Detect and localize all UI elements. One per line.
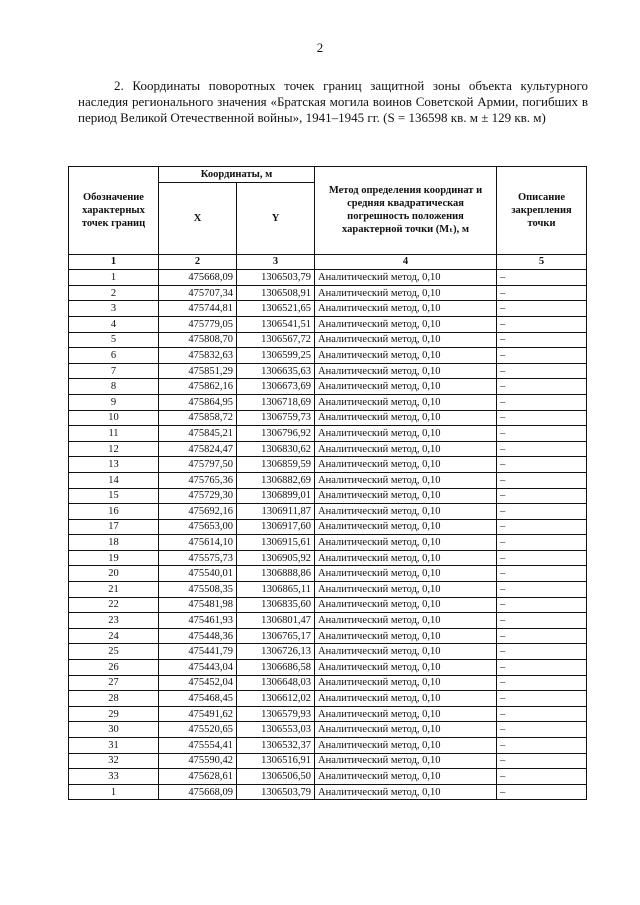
method-cell: Аналитический метод, 0,10 [315, 706, 497, 722]
description-cell: – [497, 519, 587, 535]
y-coordinate-cell: 1306635,63 [237, 363, 315, 379]
description-cell: – [497, 644, 587, 660]
description-cell: – [497, 691, 587, 707]
table-row [69, 363, 587, 379]
method-cell: Аналитический метод, 0,10 [315, 597, 497, 613]
description-cell: – [497, 706, 587, 722]
y-coordinate-cell: 1306911,87 [237, 504, 315, 520]
description-cell: – [497, 301, 587, 317]
x-coordinate-cell: 475824,47 [159, 441, 237, 457]
y-coordinate-cell: 1306915,61 [237, 535, 315, 551]
point-number-cell: 5 [69, 332, 159, 348]
table-row [69, 675, 587, 691]
point-number-cell: 6 [69, 348, 159, 364]
x-coordinate-cell: 475481,98 [159, 597, 237, 613]
x-coordinate-cell: 475729,30 [159, 488, 237, 504]
description-cell: – [497, 550, 587, 566]
method-cell: Аналитический метод, 0,10 [315, 301, 497, 317]
table-row [69, 301, 587, 317]
point-number-cell: 4 [69, 316, 159, 332]
table-row [69, 270, 587, 286]
x-coordinate-cell: 475808,70 [159, 332, 237, 348]
description-cell: – [497, 597, 587, 613]
table-row [69, 316, 587, 332]
point-number-cell: 11 [69, 426, 159, 442]
x-coordinate-cell: 475653,00 [159, 519, 237, 535]
coordinates-table [68, 166, 587, 800]
description-cell: – [497, 348, 587, 364]
x-coordinate-cell: 475851,29 [159, 363, 237, 379]
y-coordinate-cell: 1306532,37 [237, 738, 315, 754]
description-cell: – [497, 504, 587, 520]
method-cell: Аналитический метод, 0,10 [315, 644, 497, 660]
description-cell: – [497, 457, 587, 473]
y-coordinate-cell: 1306503,79 [237, 784, 315, 800]
y-coordinate-cell: 1306882,69 [237, 472, 315, 488]
point-number-cell: 8 [69, 379, 159, 395]
y-coordinate-cell: 1306648,03 [237, 675, 315, 691]
point-number-cell: 21 [69, 582, 159, 598]
x-coordinate-cell: 475508,35 [159, 582, 237, 598]
description-cell: – [497, 488, 587, 504]
method-cell: Аналитический метод, 0,10 [315, 550, 497, 566]
column-number: 2 [159, 254, 237, 270]
description-cell: – [497, 628, 587, 644]
description-cell: – [497, 738, 587, 754]
header-coordinates: Координаты, м [159, 167, 315, 183]
method-cell: Аналитический метод, 0,10 [315, 519, 497, 535]
description-cell: – [497, 535, 587, 551]
y-coordinate-cell: 1306612,02 [237, 691, 315, 707]
x-coordinate-cell: 475858,72 [159, 410, 237, 426]
method-cell: Аналитический метод, 0,10 [315, 332, 497, 348]
table-row [69, 441, 587, 457]
point-number-cell: 33 [69, 769, 159, 785]
y-coordinate-cell: 1306726,13 [237, 644, 315, 660]
method-cell: Аналитический метод, 0,10 [315, 472, 497, 488]
point-number-cell: 9 [69, 394, 159, 410]
y-coordinate-cell: 1306506,50 [237, 769, 315, 785]
section-heading: 2. Координаты поворотных точек границ защитной зоны объекта культурного наследия регионального значения «Братская могила воинов Советской Армии, погибших в период Великой Отечественной войны», 1941–1945 гг. (S = 136598 кв. м ± 129 кв. м) [78, 78, 588, 125]
description-cell: – [497, 332, 587, 348]
table-row [69, 784, 587, 800]
table-row [69, 597, 587, 613]
description-cell: – [497, 441, 587, 457]
column-number: 5 [497, 254, 587, 270]
y-coordinate-cell: 1306801,47 [237, 613, 315, 629]
column-number-row [69, 254, 587, 270]
description-cell: – [497, 410, 587, 426]
x-coordinate-cell: 475575,73 [159, 550, 237, 566]
y-coordinate-cell: 1306796,92 [237, 426, 315, 442]
method-cell: Аналитический метод, 0,10 [315, 628, 497, 644]
method-cell: Аналитический метод, 0,10 [315, 488, 497, 504]
description-cell: – [497, 285, 587, 301]
table-row [69, 691, 587, 707]
x-coordinate-cell: 475452,04 [159, 675, 237, 691]
description-cell: – [497, 566, 587, 582]
x-coordinate-cell: 475668,09 [159, 270, 237, 286]
x-coordinate-cell: 475461,93 [159, 613, 237, 629]
method-cell: Аналитический метод, 0,10 [315, 426, 497, 442]
method-cell: Аналитический метод, 0,10 [315, 379, 497, 395]
header-method: Метод определения координат и средняя квадратическая погрешность положения характерной точки (Mₜ), м [315, 167, 497, 255]
method-cell: Аналитический метод, 0,10 [315, 784, 497, 800]
point-number-cell: 2 [69, 285, 159, 301]
x-coordinate-cell: 475668,09 [159, 784, 237, 800]
y-coordinate-cell: 1306835,60 [237, 597, 315, 613]
table-body [69, 270, 587, 800]
table-row [69, 535, 587, 551]
point-number-cell: 30 [69, 722, 159, 738]
description-cell: – [497, 722, 587, 738]
table-row [69, 660, 587, 676]
y-coordinate-cell: 1306567,72 [237, 332, 315, 348]
table-row [69, 566, 587, 582]
description-cell: – [497, 769, 587, 785]
x-coordinate-cell: 475744,81 [159, 301, 237, 317]
point-number-cell: 18 [69, 535, 159, 551]
x-coordinate-cell: 475864,95 [159, 394, 237, 410]
y-coordinate-cell: 1306553,03 [237, 722, 315, 738]
point-number-cell: 12 [69, 441, 159, 457]
y-coordinate-cell: 1306899,01 [237, 488, 315, 504]
description-cell: – [497, 363, 587, 379]
x-coordinate-cell: 475540,01 [159, 566, 237, 582]
method-cell: Аналитический метод, 0,10 [315, 394, 497, 410]
y-coordinate-cell: 1306905,92 [237, 550, 315, 566]
x-coordinate-cell: 475779,05 [159, 316, 237, 332]
point-number-cell: 31 [69, 738, 159, 754]
method-cell: Аналитический метод, 0,10 [315, 566, 497, 582]
y-coordinate-cell: 1306830,62 [237, 441, 315, 457]
point-number-cell: 15 [69, 488, 159, 504]
description-cell: – [497, 426, 587, 442]
x-coordinate-cell: 475468,45 [159, 691, 237, 707]
column-number: 1 [69, 254, 159, 270]
y-coordinate-cell: 1306859,59 [237, 457, 315, 473]
description-cell: – [497, 472, 587, 488]
table-row [69, 769, 587, 785]
method-cell: Аналитический метод, 0,10 [315, 535, 497, 551]
page-number: 2 [316, 40, 324, 55]
table-row [69, 706, 587, 722]
table-row [69, 519, 587, 535]
point-number-cell: 10 [69, 410, 159, 426]
method-cell: Аналитический метод, 0,10 [315, 613, 497, 629]
description-cell: – [497, 394, 587, 410]
table-row [69, 394, 587, 410]
point-number-cell: 28 [69, 691, 159, 707]
x-coordinate-cell: 475692,16 [159, 504, 237, 520]
header-y: Y [237, 182, 315, 254]
point-number-cell: 24 [69, 628, 159, 644]
table-row [69, 457, 587, 473]
x-coordinate-cell: 475765,36 [159, 472, 237, 488]
description-cell: – [497, 784, 587, 800]
table-row [69, 332, 587, 348]
point-number-cell: 13 [69, 457, 159, 473]
method-cell: Аналитический метод, 0,10 [315, 363, 497, 379]
point-number-cell: 26 [69, 660, 159, 676]
table-row [69, 722, 587, 738]
x-coordinate-cell: 475628,61 [159, 769, 237, 785]
header-designation: Обозначение характерных точек границ [69, 167, 159, 255]
point-number-cell: 1 [69, 784, 159, 800]
x-coordinate-cell: 475520,65 [159, 722, 237, 738]
table-row [69, 628, 587, 644]
y-coordinate-cell: 1306516,91 [237, 753, 315, 769]
y-coordinate-cell: 1306541,51 [237, 316, 315, 332]
method-cell: Аналитический метод, 0,10 [315, 285, 497, 301]
x-coordinate-cell: 475554,41 [159, 738, 237, 754]
method-cell: Аналитический метод, 0,10 [315, 441, 497, 457]
header-description: Описание закрепления точки [497, 167, 587, 255]
x-coordinate-cell: 475707,34 [159, 285, 237, 301]
y-coordinate-cell: 1306888,86 [237, 566, 315, 582]
table-row [69, 488, 587, 504]
point-number-cell: 27 [69, 675, 159, 691]
y-coordinate-cell: 1306917,60 [237, 519, 315, 535]
method-cell: Аналитический метод, 0,10 [315, 738, 497, 754]
column-number: 3 [237, 254, 315, 270]
table-row [69, 348, 587, 364]
method-cell: Аналитический метод, 0,10 [315, 582, 497, 598]
description-cell: – [497, 753, 587, 769]
description-cell: – [497, 379, 587, 395]
point-number-cell: 3 [69, 301, 159, 317]
description-cell: – [497, 270, 587, 286]
table-row [69, 285, 587, 301]
table-row [69, 550, 587, 566]
point-number-cell: 19 [69, 550, 159, 566]
y-coordinate-cell: 1306508,91 [237, 285, 315, 301]
x-coordinate-cell: 475441,79 [159, 644, 237, 660]
y-coordinate-cell: 1306673,69 [237, 379, 315, 395]
method-cell: Аналитический метод, 0,10 [315, 722, 497, 738]
y-coordinate-cell: 1306599,25 [237, 348, 315, 364]
table-row [69, 644, 587, 660]
x-coordinate-cell: 475590,42 [159, 753, 237, 769]
table-row [69, 504, 587, 520]
table-row [69, 582, 587, 598]
method-cell: Аналитический метод, 0,10 [315, 753, 497, 769]
table-row [69, 753, 587, 769]
table-row [69, 472, 587, 488]
point-number-cell: 20 [69, 566, 159, 582]
y-coordinate-cell: 1306865,11 [237, 582, 315, 598]
method-cell: Аналитический метод, 0,10 [315, 457, 497, 473]
point-number-cell: 17 [69, 519, 159, 535]
point-number-cell: 1 [69, 270, 159, 286]
method-cell: Аналитический метод, 0,10 [315, 504, 497, 520]
method-cell: Аналитический метод, 0,10 [315, 348, 497, 364]
y-coordinate-cell: 1306579,93 [237, 706, 315, 722]
y-coordinate-cell: 1306686,58 [237, 660, 315, 676]
y-coordinate-cell: 1306503,79 [237, 270, 315, 286]
method-cell: Аналитический метод, 0,10 [315, 691, 497, 707]
description-cell: – [497, 675, 587, 691]
method-cell: Аналитический метод, 0,10 [315, 660, 497, 676]
x-coordinate-cell: 475862,16 [159, 379, 237, 395]
x-coordinate-cell: 475797,50 [159, 457, 237, 473]
y-coordinate-cell: 1306759,73 [237, 410, 315, 426]
table-row [69, 613, 587, 629]
header-x: X [159, 182, 237, 254]
description-cell: – [497, 660, 587, 676]
method-cell: Аналитический метод, 0,10 [315, 270, 497, 286]
column-number: 4 [315, 254, 497, 270]
y-coordinate-cell: 1306521,65 [237, 301, 315, 317]
x-coordinate-cell: 475491,62 [159, 706, 237, 722]
point-number-cell: 16 [69, 504, 159, 520]
x-coordinate-cell: 475832,63 [159, 348, 237, 364]
y-coordinate-cell: 1306718,69 [237, 394, 315, 410]
description-cell: – [497, 613, 587, 629]
x-coordinate-cell: 475614,10 [159, 535, 237, 551]
point-number-cell: 23 [69, 613, 159, 629]
point-number-cell: 32 [69, 753, 159, 769]
x-coordinate-cell: 475448,36 [159, 628, 237, 644]
table-row [69, 379, 587, 395]
point-number-cell: 25 [69, 644, 159, 660]
method-cell: Аналитический метод, 0,10 [315, 769, 497, 785]
y-coordinate-cell: 1306765,17 [237, 628, 315, 644]
table-row [69, 738, 587, 754]
method-cell: Аналитический метод, 0,10 [315, 316, 497, 332]
description-cell: – [497, 582, 587, 598]
point-number-cell: 22 [69, 597, 159, 613]
x-coordinate-cell: 475443,04 [159, 660, 237, 676]
description-cell: – [497, 316, 587, 332]
point-number-cell: 29 [69, 706, 159, 722]
point-number-cell: 14 [69, 472, 159, 488]
table-row [69, 410, 587, 426]
x-coordinate-cell: 475845,21 [159, 426, 237, 442]
point-number-cell: 7 [69, 363, 159, 379]
method-cell: Аналитический метод, 0,10 [315, 675, 497, 691]
method-cell: Аналитический метод, 0,10 [315, 410, 497, 426]
table-row [69, 426, 587, 442]
